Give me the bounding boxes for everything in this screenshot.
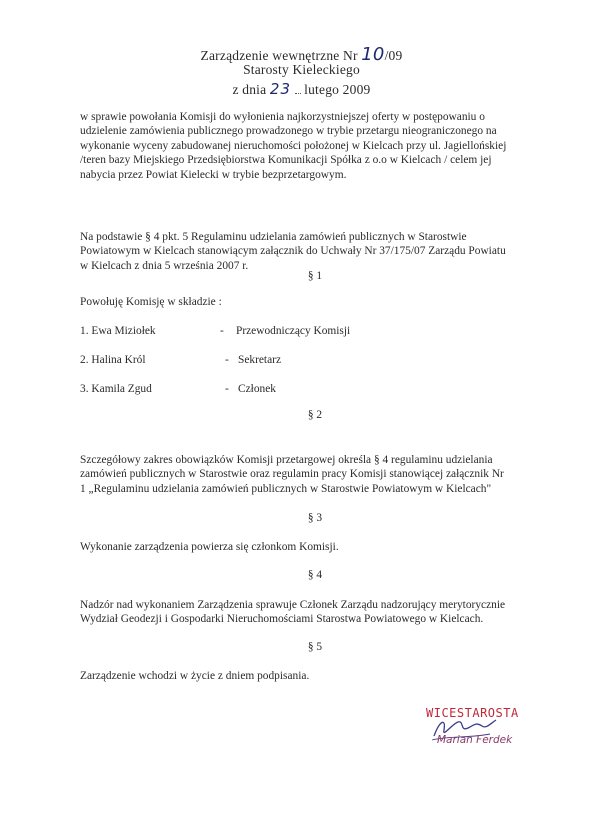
text-line: 1 „Regulaminu udzielania zamówień publicznych w Starostwie Powiatowym w Kielcach" bbox=[80, 482, 492, 495]
date-prefix: z dnia bbox=[232, 82, 267, 97]
section-3-text: Wykonanie zarządzenia powierza się członkom Komisji. bbox=[80, 541, 339, 553]
section-1-heading: § 1 bbox=[307, 270, 323, 282]
section-4-paragraph bbox=[80, 598, 553, 627]
title-suffix: /09 bbox=[384, 48, 403, 63]
text-line: Na podstawie § 4 pkt. 5 Regulaminu udzielania zamówień publicznych w Starostwie bbox=[80, 231, 467, 243]
subject-paragraph bbox=[80, 110, 553, 182]
text-line: zamówień publicznych w Starostwie oraz regulamin pracy Komisji stanowiącej załącznik Nr bbox=[80, 468, 504, 481]
text-line: Powiatowym w Kielcach stanowiącym załącznik do Uchwały Nr 37/175/07 Zarządu Powiatu bbox=[80, 245, 506, 258]
legal-basis-paragraph bbox=[80, 230, 553, 273]
text-line: /teren bazy Miejskiego Przedsiębiorstwa Komunikacji Spółka z o.o w Kielcach / celem jej bbox=[80, 154, 492, 167]
text-line: udzielenie zamówienia publicznego prowadzonego w trybie przetargu nieograniczonego na bbox=[80, 125, 497, 138]
title-prefix: Zarządzenie wewnętrzne Nr bbox=[200, 48, 358, 63]
date-line bbox=[0, 80, 603, 98]
member-row: 1. Ewa Miziołek bbox=[80, 325, 156, 337]
member-role: Przewodniczący Komisji bbox=[236, 325, 351, 337]
s1-intro: Powołuję Komisję w składzie : bbox=[80, 296, 222, 308]
text-line: nabycia przez Powiat Kielecki w trybie bezprzetargowym. bbox=[80, 168, 347, 181]
text-line: Wydział Geodezji i Gospodarki Nieruchomościami Starostwa Powiatowego w Kielcach. bbox=[80, 613, 484, 626]
signatory-name: Marian Ferdek bbox=[437, 734, 513, 746]
text-line: w sprawie powołania Komisji do wyłonienia najkorzystniejszej oferty w postępowaniu o bbox=[80, 111, 485, 123]
member-dash: - bbox=[225, 354, 229, 366]
section-2-heading: § 2 bbox=[307, 409, 323, 421]
issuer-line: Starosty Kieleckiego bbox=[243, 62, 360, 77]
section-5-heading: § 5 bbox=[307, 641, 323, 653]
text-line: w Kielcach z dnia 5 września 2007 r. bbox=[80, 259, 249, 272]
section-3-heading: § 3 bbox=[307, 512, 323, 524]
member-row: 2. Halina Król bbox=[80, 354, 146, 366]
member-dash: - bbox=[225, 383, 229, 395]
date-suffix: lutego 2009 bbox=[304, 82, 371, 97]
member-name: Halina Król bbox=[91, 354, 146, 366]
member-dash: - bbox=[220, 325, 224, 337]
member-role: Członek bbox=[238, 383, 276, 395]
member-name: Kamila Zgud bbox=[91, 383, 152, 395]
section-2-paragraph bbox=[80, 453, 553, 496]
text-line: Nadzór nad wykonaniem Zarządzenia sprawuje Członek Zarządu nadzorujący merytorycznie bbox=[80, 599, 506, 611]
section-4-heading: § 4 bbox=[307, 569, 323, 581]
section-5-text: Zarządzenie wchodzi w życie z dniem podpisania. bbox=[80, 670, 310, 682]
handwritten-number: 10 bbox=[361, 44, 385, 65]
text-line: wykonanie wyceny zabudowanej nieruchomości położonej w Kielcach przy ul. Jagiellońskiej bbox=[80, 139, 507, 152]
stamp-title: WICESTAROSTA bbox=[426, 706, 519, 720]
member-name: Ewa Miziołek bbox=[91, 325, 156, 337]
handwritten-day: 23 bbox=[269, 80, 291, 98]
member-role: Sekretarz bbox=[238, 354, 282, 366]
member-row: 3. Kamila Zgud bbox=[80, 383, 152, 395]
text-line: Szczegółowy zakres obowiązków Komisji przetargowej określa § 4 regulaminu udzielania bbox=[80, 454, 493, 466]
